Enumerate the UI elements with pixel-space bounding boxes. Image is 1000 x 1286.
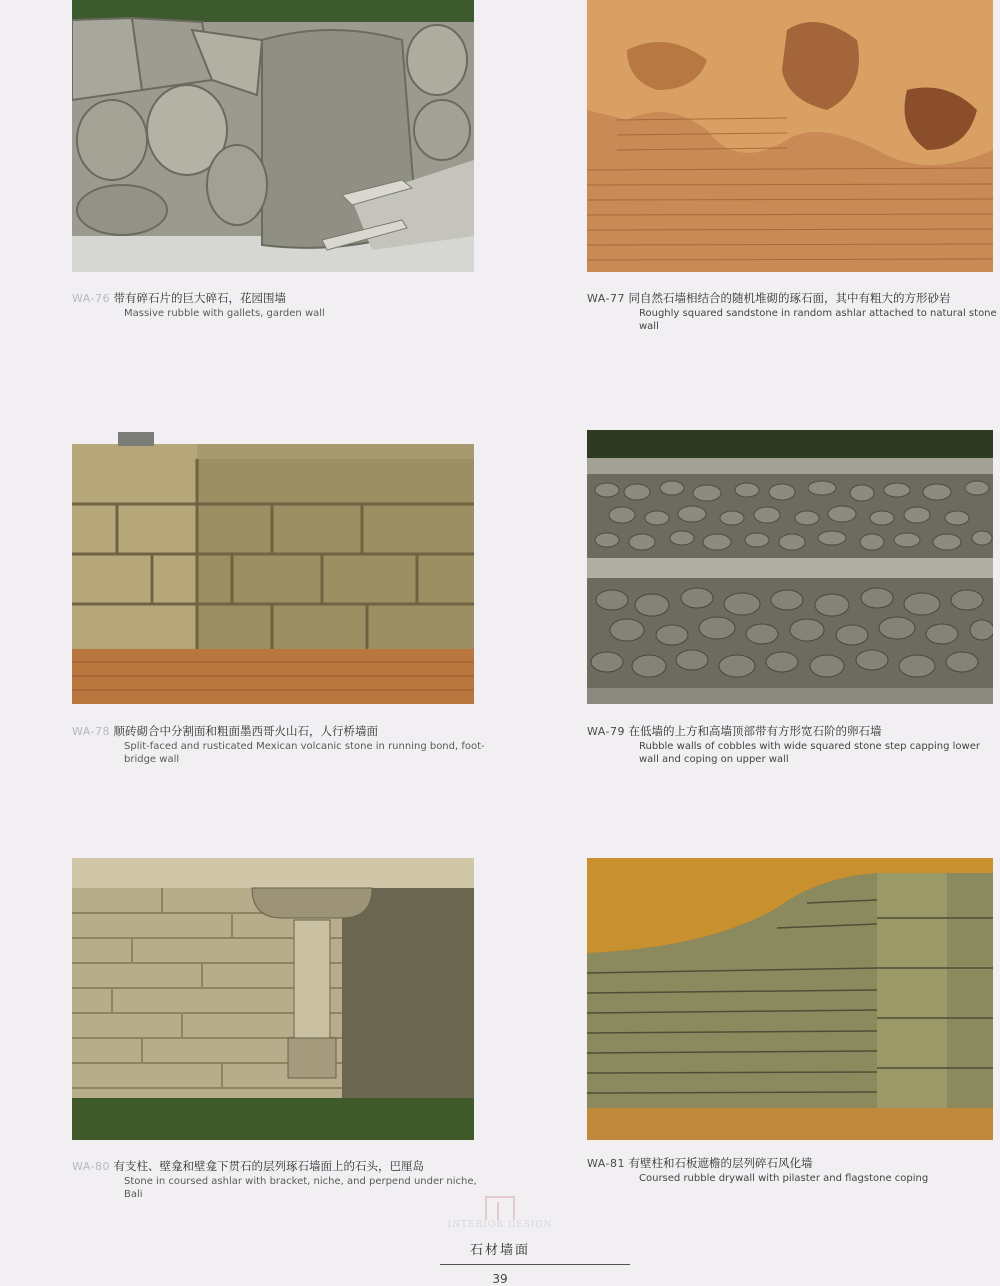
caption-wa-80 xyxy=(72,1158,492,1201)
rubble-drywall-image xyxy=(587,858,993,1140)
plate-code: WA-81 xyxy=(587,1157,626,1170)
coursed-ashlar-niche-image xyxy=(72,858,474,1140)
caption-wa-77 xyxy=(587,290,997,333)
plate-caption-english: Rubble walls of cobbles with wide squared stone step capping lower wall and coping on upper wall xyxy=(639,741,980,765)
plate-code: WA-77 xyxy=(587,292,626,305)
plate-caption-english: Roughly squared sandstone in random ashlar attached to natural stone wall xyxy=(639,308,997,332)
plate-caption-english: Stone in coursed ashlar with bracket, niche, and perpend under niche, Bali xyxy=(124,1176,477,1200)
plate-code: WA-78 xyxy=(72,725,111,738)
section-title: 石材墙面 xyxy=(469,1243,530,1258)
plate-caption-chinese: 有支柱、壁龛和壁龛下贯石的层列琢石墙面上的石头，巴厘岛 xyxy=(113,1159,425,1173)
caption-wa-76 xyxy=(72,290,492,320)
plate-caption-chinese: 在低墙的上方和高墙顶部带有方形宽石阶的卵石墙 xyxy=(628,724,882,738)
plate-caption-english: Coursed rubble drywall with pilaster and flagstone coping xyxy=(639,1173,929,1184)
caption-wa-79 xyxy=(587,723,997,766)
plate-caption-chinese: 顺砖砌合中分割面和粗面墨西哥火山石，人行桥墙面 xyxy=(113,724,379,738)
plate-code: WA-76 xyxy=(72,292,111,305)
volcanic-stone-wall-image xyxy=(72,404,474,704)
coursed-ashlar-niche-photo xyxy=(72,858,474,1140)
sandstone-ashlar-photo xyxy=(587,0,993,272)
footer-divider xyxy=(440,1264,630,1265)
cobble-wall-photo xyxy=(587,430,993,704)
caption-wa-81 xyxy=(587,1155,997,1185)
cobble-wall-image xyxy=(587,430,993,704)
watermark-icon xyxy=(485,1196,515,1220)
plate-caption-english: Massive rubble with gallets, garden wall xyxy=(124,308,325,319)
plate-caption-chinese: 同自然石墙相结合的随机堆砌的琢石面，其中有粗大的方形砂岩 xyxy=(628,291,951,305)
caption-wa-78 xyxy=(72,723,492,766)
sandstone-ashlar-image xyxy=(587,0,993,272)
plate-code: WA-79 xyxy=(587,725,626,738)
volcanic-stone-wall-photo xyxy=(72,404,474,704)
plate-caption-chinese: 带有碎石片的巨大碎石，花园围墙 xyxy=(113,291,287,305)
plate-code: WA-80 xyxy=(72,1160,111,1173)
page-number: 39 xyxy=(492,1272,508,1286)
garden-wall-rubble-image xyxy=(72,0,474,272)
watermark-text: INTERIOR DESIGN xyxy=(447,1220,553,1230)
rubble-drywall-photo xyxy=(587,858,993,1140)
plate-caption-chinese: 有壁柱和石板遮檐的层列碎石风化墙 xyxy=(628,1156,813,1170)
garden-wall-rubble-photo xyxy=(72,0,474,272)
plate-caption-english: Split-faced and rusticated Mexican volcanic stone in running bond, foot-bridge wall xyxy=(124,741,485,765)
